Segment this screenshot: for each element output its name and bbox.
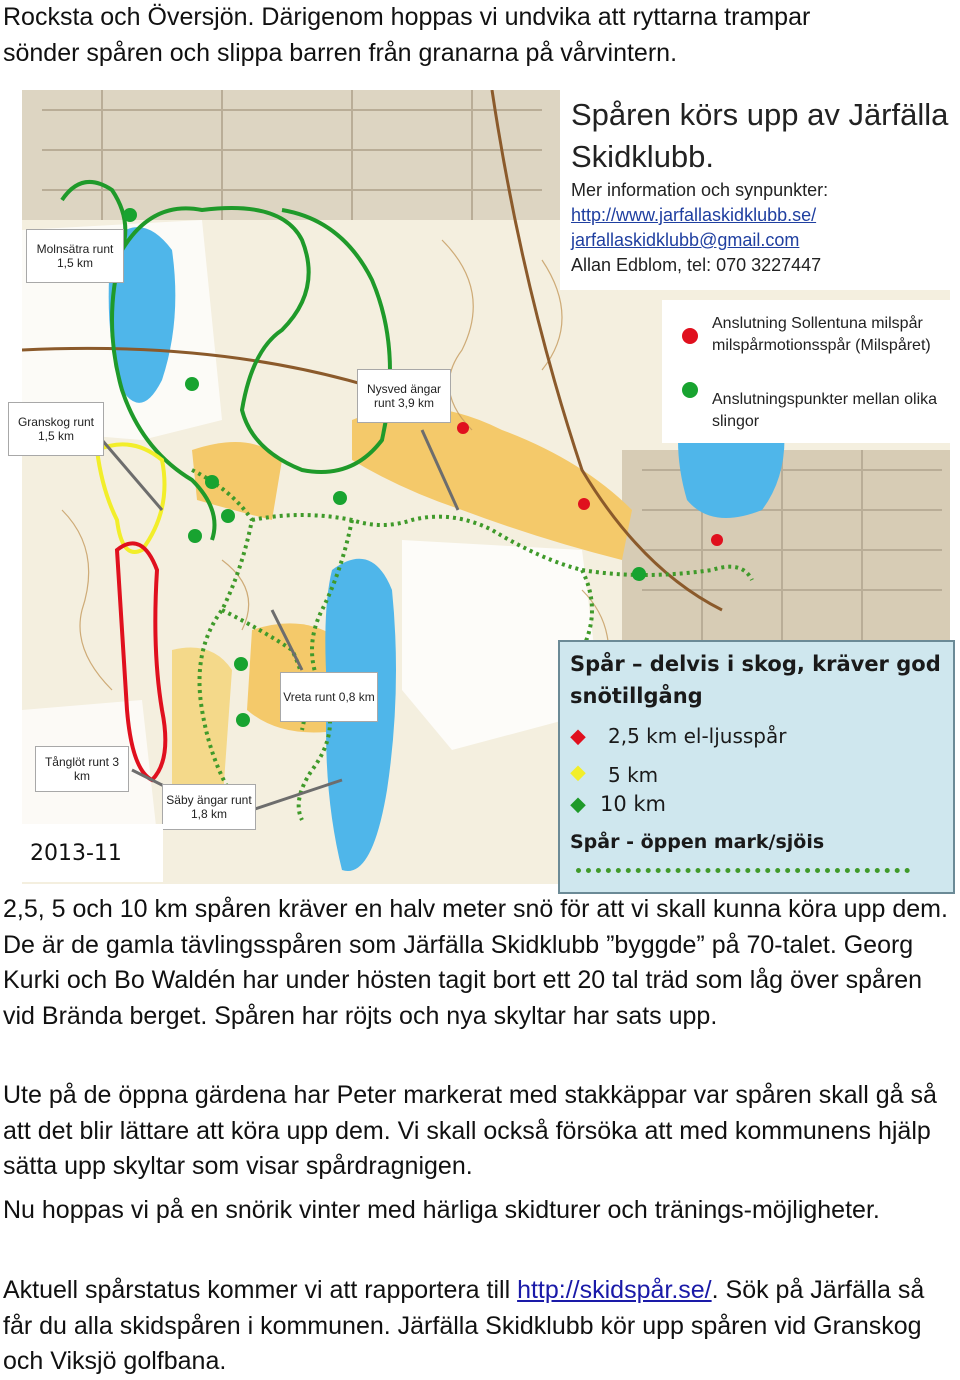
body-paragraph-1: 2,5, 5 och 10 km spåren kräver en halv meter snö för att vi skall kunna köra upp dem. De är de gamla tävlingsspåren som Järfälla Skidklubb ”byggde” på 70-talet. Georg Kurki och Bo Waldén har under hösten tagit bort ett 20 tal träd som låg över spåren vid Brända berget. Spåren har röjts och nya skyltar har sats upp. — [3, 895, 948, 1030]
body-paragraph-4 — [3, 1273, 948, 1380]
info-box — [560, 90, 960, 290]
legend-item-green: 10 km — [600, 792, 667, 816]
status-text-start: Aktuell spårstatus kommer vi att rapportera till — [3, 1276, 518, 1304]
body-paragraph-2: Ute på de öppna gärdena har Peter markerat med stakkäppar var spåren skall gå så att det blir lättare att köra upp dem. Vi skall också försöka att med kommunens hjälp sätta upp skyltar som visar spårdragnigen. — [3, 1081, 937, 1180]
info-heading-line-2: Skidklubb. — [571, 139, 715, 174]
label-saby: Säby ängar runt 1,8 km — [162, 784, 256, 830]
contact-text: Allan Edblom, tel: 070 3227447 — [571, 255, 822, 275]
green-dot-icon — [682, 382, 698, 398]
label-molnsatra: Molnsätra runt 1,5 km — [26, 229, 124, 283]
yellow-diamond-icon — [568, 764, 588, 784]
status-text-end: . Sök på Järfälla så får du alla skidspåren i kommunen. Järfälla Skidklubb kör upp spåren vid Granskog och Viksjö golfbana. — [3, 1276, 925, 1375]
info-heading — [571, 94, 960, 178]
legend-heading-line-1: Spår – delvis i skog, kräver god — [570, 652, 941, 676]
dotted-trail-sample — [576, 868, 910, 873]
label-vreta: Vreta runt 0,8 km — [280, 672, 378, 722]
skidspar-link[interactable]: http://skidspår.se/ — [517, 1276, 712, 1304]
trail-map — [0, 84, 960, 884]
legend-open-terrain: Spår - öppen mark/sjöis — [570, 831, 825, 853]
legend-heading — [570, 648, 941, 712]
legend-heading-line-2: snötillgång — [570, 684, 703, 708]
more-info-text: Mer information och synpunkter: — [571, 180, 829, 200]
label-granskog: Granskog runt 1,5 km — [8, 402, 104, 456]
marker-key — [662, 300, 960, 443]
green-diamond-icon — [568, 796, 588, 816]
legend-item-red: 2,5 km el-ljusspår — [608, 724, 787, 748]
intro-line-2: sönder spåren och slippa barren från granarna på vårvintern. — [3, 38, 678, 67]
club-email-link[interactable]: jarfallaskidklubb@gmail.com — [571, 230, 800, 250]
green-marker-label: Anslutningspunkter mellan olika slingor — [712, 391, 938, 430]
intro-line-1: Rocksta och Översjön. Därigenom hoppas vi undvika att ryttarna trampar — [3, 3, 811, 31]
red-dot-icon — [682, 328, 698, 344]
map-year: 2013-11 — [20, 824, 163, 882]
label-nysved: Nysved ängar runt 3,9 km — [357, 369, 451, 423]
label-tanglot: Tånglöt runt 3 km — [35, 746, 129, 792]
intro-text — [3, 0, 948, 71]
red-diamond-icon — [568, 728, 588, 748]
legend-item-yellow: 5 km — [608, 763, 659, 787]
red-marker-label: Anslutning Sollentuna milspår milspårmotionsspår (Milspåret) — [712, 315, 931, 354]
club-website-link[interactable]: http://www.jarfallaskidklubb.se/ — [571, 205, 817, 225]
trail-legend — [558, 640, 955, 894]
body-paragraph-3: Nu hoppas vi på en snörik vinter med härliga skidturer och tränings-möjligheter. — [3, 1196, 880, 1224]
info-heading-line-1: Spåren körs upp av Järfälla — [571, 97, 949, 132]
